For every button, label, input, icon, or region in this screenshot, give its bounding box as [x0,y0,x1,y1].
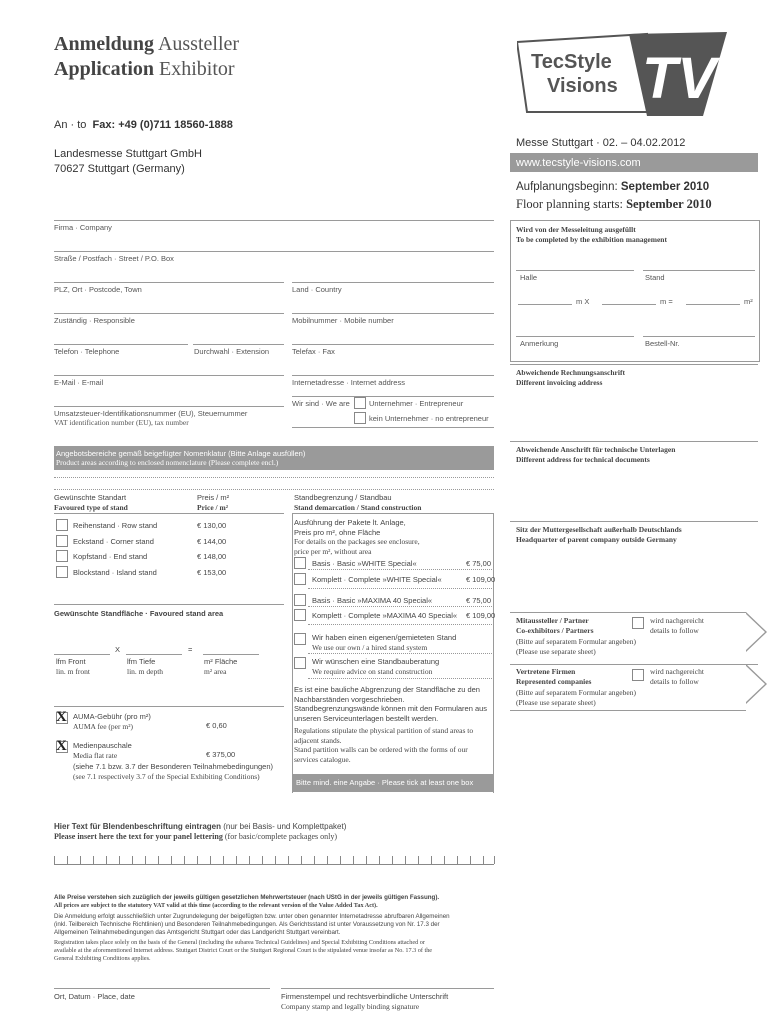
front-en: lin. m front [56,667,90,676]
end-stand-checkbox[interactable] [56,550,68,562]
construction-de: Standbegrenzung / Standbau [294,493,392,502]
title-en-rest: Exhibitor [159,58,235,80]
white-basic-checkbox[interactable] [294,557,306,569]
terms-en-l2: available at the aforementioned Internet address. Stuttgart District Court or the Stuttgart Regional Court is the stipulated venue insofar as No. 17.3 of the [54,946,433,954]
maxima-basic-checkbox[interactable] [294,594,306,606]
corner-stand-label: Eckstand · Corner stand [73,537,154,546]
logo-mark: TV [642,46,717,111]
row-stand-price: € 130,00 [197,521,227,530]
auma-en: AUMA fee (per m²) [73,722,133,731]
product-area-text [56,449,305,467]
front-field[interactable] [54,654,110,655]
street-label: Straße / Postfach · Street / P.O. Box [54,254,174,263]
planning-en-date: September 2010 [626,197,712,211]
stand-label: Stand [645,273,665,282]
island-stand-label: Blockstand · Island stand [73,568,157,577]
area-de: m² Fläche [204,657,238,666]
island-stand-price: € 153,00 [197,568,227,577]
white-basic-price: € 75,00 [466,559,492,568]
product-area-de: Angebotsbereiche gemäß beigefügter Nomenklatur (Bitte Anlage ausfüllen) [56,449,306,458]
entrepreneur-checkbox[interactable] [354,397,366,409]
rep-sep-de: (Bitte auf separatem Formular angeben) [516,688,636,697]
package-intro-l2: Preis pro m², ohne Fläche [294,527,381,537]
terms-de-l3: Allgemeinen Teilnahmebedingungen das Amtsgericht Stuttgart oder das Landgericht Stuttgart vereinbart. [54,928,341,936]
panel-lettering-head [54,822,346,842]
we-are-label: Wir sind · We are [292,399,350,408]
construction-en: Stand demarcation / Stand construction [294,503,422,512]
mobile-label: Mobilnummer · Mobile number [292,316,394,325]
package-intro [294,518,420,556]
depth-field-area[interactable] [126,654,182,655]
coex-note-en: details to follow [650,626,699,635]
auma-label [73,712,151,732]
entrepreneur-label: Unternehmer · Entrepreneur [369,399,464,408]
coex-sep-en: (Please use separate sheet) [516,647,596,656]
depth-label [127,657,163,677]
signature-field[interactable] [281,988,494,989]
website-link[interactable]: www.tecstyle-visions.com [516,157,641,169]
product-area-en: Product areas according to enclosed nomenclature (Please complete encl.) [56,458,279,467]
area-result-field[interactable] [203,654,259,655]
email-field[interactable] [54,406,284,407]
front-label [56,657,90,677]
stand-field[interactable] [643,270,755,271]
own-stand-checkbox[interactable] [294,633,306,645]
auma-price: € 0,60 [206,721,227,730]
coexhibitor-section [516,616,594,636]
stand-advice-label [312,657,439,677]
parent-section [516,525,682,545]
corner-stand-checkbox[interactable] [56,535,68,547]
rep-en: Represented companies [516,677,592,686]
reg-l2: adjacent stands. [294,735,342,745]
price-en: Price / m² [197,503,228,512]
mobile-field[interactable] [292,344,494,345]
own-stand-en: We use our own / a hired stand system [312,643,428,652]
stand-area-head: Gewünschte Standfläche · Favoured stand area [54,609,224,618]
responsible-field[interactable] [54,344,188,345]
tick-note: Bitte mind. eine Angabe · Please tick at least one box [296,778,474,787]
hall-label: Halle [520,273,538,282]
vat-note [54,894,504,910]
auma-check-mark: X [56,709,67,725]
order-field[interactable] [643,336,755,337]
invoice-de: Abweichende Rechnungsanschrift [516,368,625,377]
hall-field[interactable] [516,270,634,271]
internet-label: Internetadresse · Internet address [292,378,405,387]
media-price: € 375,00 [206,750,236,759]
recipient-address [54,147,202,177]
fax-line [54,119,233,131]
white-complete-label: Komplett · Complete »WHITE Special« [312,575,442,584]
req-l3: Standbegrenzungswände können mit den Formularen aus [294,704,488,713]
stand-advice-de: Wir wünschen eine Standbauberatung [312,657,440,666]
media-label [73,741,132,761]
auma-de: AUMA-Gebühr (pro m²) [73,712,151,721]
reg-l3: Stand partition walls can be ordered with the forms of our [294,745,468,754]
coex-de: Mitaussteller / Partner [516,616,589,625]
media-de: Medienpauschale [73,741,132,750]
tech-de: Abweichende Anschrift für technische Unterlagen [516,445,676,454]
vat-note-de: Alle Preise verstehen sich zuzüglich der jeweils gültigen gesetzlichen Mehrwertsteuer (nach UStG in der jeweils gültigen Fassung). [54,894,440,901]
stand-type-head [54,493,128,513]
depth-field[interactable] [602,304,656,305]
no-entrepreneur-label: kein Unternehmer · no entrepreneur [369,414,489,423]
signature-label [281,992,448,1012]
panel-en-bold: Please insert here the text for your panel lettering [54,832,223,841]
tech-section [516,445,675,465]
row-stand-label: Reihenstand · Row stand [73,521,158,530]
vat-label-de: Umsatzsteuer-Identifikationsnummer (EU), Steuernummer [54,409,248,418]
phone-label: Telefon · Telephone [54,347,120,356]
construction-head [294,493,421,513]
package-intro-l4: price per m², without area [294,546,372,556]
planning-en [516,197,712,212]
area-label [204,657,237,677]
req-l4: unseren Serviceunterlagen bestellt werden. [294,713,439,723]
maxima-complete-price: € 109,00 [466,611,496,620]
panel-en-rest: (for basic/complete packages only) [224,832,338,841]
row-stand-checkbox[interactable] [56,519,68,531]
package-intro-l1: Ausführung der Pakete lt. Anlage, [294,518,406,527]
rep-de: Vertretene Firmen [516,667,576,676]
reg-l4: services catalogue. [294,754,351,764]
logo-line1: TecStyle [531,51,612,73]
island-stand-checkbox[interactable] [56,566,68,578]
remark-label: Anmerkung [520,339,559,348]
width-field[interactable] [518,304,572,305]
coex-separate [516,637,636,657]
media-en: Media flat rate [73,751,118,760]
area-en: m² area [204,667,227,676]
invoice-section [516,368,625,388]
title-de-bold: Anmeldung [54,33,155,55]
end-stand-price: € 148,00 [197,552,227,561]
corner-stand-price: € 144,00 [197,537,227,546]
email-label: E-Mail · E-mail [54,378,104,387]
panel-lettering-input[interactable] [54,852,494,865]
reg-l1: Regulations stipulate the physical partition of stand areas to [294,726,474,735]
vat-label-en: VAT identification number (EU), tax number [54,418,189,427]
rep-note-de: wird nachgereicht [650,667,704,676]
rep-note [650,667,704,687]
logo-line2: Visions [547,75,618,97]
stand-area-eq: = [188,645,193,654]
white-basic-label: Basis · Basic »WHITE Special« [312,559,417,568]
partition-requirement [294,685,487,723]
zip-label: PLZ, Ort · Postcode, Town [54,285,142,294]
planning-en-prefix: Floor planning starts: [516,197,623,211]
stand-advice-en: We require advice on stand construction [312,667,433,676]
stand-advice-checkbox[interactable] [294,657,306,669]
coex-note-de: wird nachgereicht [650,616,704,625]
package-intro-l3: For details on the packages see enclosure, [294,537,420,546]
stamp-de: Firmenstempel und rechtsverbindliche Unterschrift [281,992,449,1001]
panel-de-bold: Hier Text für Blendenbeschriftung eintragen [54,822,221,831]
planning-de-prefix: Aufplanungsbeginn: [516,181,618,193]
company-field[interactable] [54,251,494,252]
phone-field[interactable] [54,375,284,376]
fax-label: Telefax · Fax [292,347,335,356]
stand-type-de: Gewünschte Standart [54,493,127,502]
country-label: Land · Country [292,285,342,294]
depth-de: lfm Tiefe [127,657,156,666]
tecstyle-visions-logo [517,32,727,116]
terms-de [54,913,504,936]
depth-en: lin. m depth [127,667,164,676]
stamp-en: Company stamp and legally binding signature [281,1002,420,1011]
country-field[interactable] [292,313,494,314]
represented-follow-checkbox[interactable] [632,669,644,681]
fax-number: Fax: +49 (0)711 18560-1888 [92,119,233,131]
white-complete-price: € 109,00 [466,575,496,584]
maxima-basic-label: Basis · Basic »MAXIMA 40 Special« [312,596,433,605]
parent-en: Headquarter of parent company outside Germany [516,535,677,544]
front-de: lfm Front [56,657,86,666]
m-x-label: m X [576,297,590,306]
event-dates: Messe Stuttgart · 02. – 04.02.2012 [516,137,686,149]
rep-sep-en: (Please use separate sheet) [516,698,596,707]
responsible-label: Zuständig · Responsible [54,316,135,325]
address-line2: 70627 Stuttgart (Germany) [54,163,185,175]
price-head [197,493,229,513]
stand-area-x: X [115,645,121,654]
company-label: Firma · Company [54,223,112,232]
remark-field[interactable] [516,336,634,337]
represented-section [516,667,591,687]
zip-field[interactable] [54,313,284,314]
maxima-complete-label: Komplett · Complete »MAXIMA 40 Special« [312,611,458,620]
internet-field[interactable] [292,396,494,397]
req-l1: Es ist eine bauliche Abgrenzung der Standfläche zu den [294,685,480,694]
title-en-bold: Application [54,58,155,80]
order-label: Bestell-Nr. [645,339,680,348]
place-date-label: Ort, Datum · Place, date [54,992,135,1001]
white-complete-checkbox[interactable] [294,573,306,585]
no-entrepreneur-checkbox[interactable] [354,412,366,424]
management-title-en: To be completed by the exhibition management [516,235,667,244]
fees-note [73,762,273,782]
stand-type-en: Favoured type of stand [54,503,128,512]
tech-en: Different address for technical documents [516,455,650,464]
m2-label: m² [744,297,753,306]
req-l2: Nachbarständen vorgeschrieben. [294,694,405,704]
coex-note [650,616,704,636]
rep-separate [516,688,636,708]
form-title [54,32,239,82]
m-eq-label: m = [660,297,673,306]
terms-de-l2: (inkl. Teilbereich Technische Richtlinien) und Besonderen Teilnahmebedingungen. Als Gerichtsstand ist unter Voraussetzung von Nr. 17.3 der [54,920,440,928]
coex-en: Co-exhibitors / Partners [516,626,594,635]
terms-de-l1: Die Anmeldung erfolgt ausschließlich unter Zugrundelegung der beigefügten bzw. unter oben genannter Internetadresse abrufbaren Allgemeinen [54,913,450,920]
rep-note-en: details to follow [650,677,699,686]
own-stand-de: Wir haben einen eigenen/gemieteten Stand [312,633,457,642]
vat-note-en: All prices are subject to the statutory VAT valid at this time (according to the relevant version of the Value Added Tax Act). [54,902,378,909]
partition-regulation [294,726,473,764]
media-check-mark: X [56,738,67,754]
extension-label: Durchwahl · Extension [194,347,270,356]
panel-de-rest: (nur bei Basis- und Komplettpaket) [223,822,347,831]
coex-sep-de: (Bitte auf separatem Formular angeben) [516,637,636,646]
area-field[interactable] [686,304,740,305]
fax-field[interactable] [292,375,494,376]
place-date-field[interactable] [54,988,270,989]
fees-note-en: (see 7.1 respectively 3.7 of the Special Exhibiting Conditions) [73,772,260,781]
own-stand-label [312,633,456,653]
title-de-rest: Aussteller [157,33,240,55]
terms-en [54,939,504,962]
invoice-en: Different invoicing address [516,378,603,387]
management-title-de: Wird von der Messeleitung ausgefüllt [516,225,636,234]
planning-de-date: September 2010 [620,181,710,193]
parent-de: Sitz der Muttergesellschaft außerhalb Deutschlands [516,525,682,534]
coexhibitor-follow-checkbox[interactable] [632,617,644,629]
planning-de [516,181,709,193]
terms-en-l3: General Exhibiting Conditions applies. [54,954,151,962]
fax-prefix: An · to [54,119,87,131]
management-title [516,225,667,245]
maxima-complete-checkbox[interactable] [294,609,306,621]
end-stand-label: Kopfstand · End stand [73,552,148,561]
terms-en-l1: Registration takes place solely on the basis of the General (including the subarea Technical Guidelines) and Special Exhibiting Conditions attached or [54,939,425,946]
maxima-basic-price: € 75,00 [466,596,492,605]
street-field[interactable] [54,282,284,283]
price-de: Preis / m² [197,493,230,502]
address-line1: Landesmesse Stuttgart GmbH [54,148,202,160]
fees-note-de: (siehe 7.1 bzw. 3.7 der Besonderen Teilnahmebedingungen) [73,762,274,771]
